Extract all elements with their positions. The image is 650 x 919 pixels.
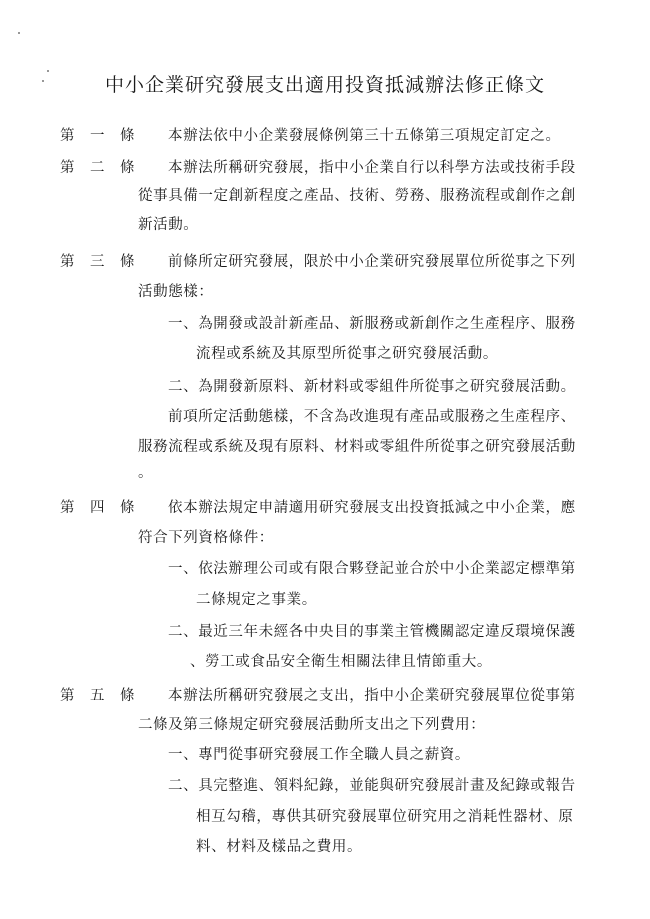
article-item-line: 一、專門從事研究發展工作全職人員之薪資。 (168, 747, 470, 763)
article-text-line: 活動態樣： (138, 284, 214, 300)
article-item-line: 、勞工或食品安全衛生相關法律且情節重大。 (190, 654, 492, 670)
article-item-line: 相互勾稽，專供其研究發展單位研究用之消耗性器材、原 (196, 809, 574, 825)
article-label: 五 (90, 688, 105, 704)
article-label: 三 (90, 254, 105, 270)
article-label: 條 (120, 128, 135, 144)
article-text-line: 依本辦法規定申請適用研究發展支出投資抵減之中小企業，應 (168, 500, 576, 516)
article-text-line: 本辦法所稱研究發展之支出，指中小企業研究發展單位從事第 (168, 688, 576, 704)
article-label: 四 (90, 500, 105, 516)
article-label: 一 (90, 128, 105, 144)
article-label: 條 (120, 500, 135, 516)
article-label: 第 (60, 688, 75, 704)
article-text-line: 新活動。 (138, 217, 199, 233)
article-label: 第 (60, 254, 75, 270)
document-title: 中小企業研究發展支出適用投資抵減辦法修正條文 (104, 74, 545, 96)
article-label: 第 (60, 160, 75, 176)
article-label: 第 (60, 128, 75, 144)
article-label: 條 (120, 254, 135, 270)
article-text-line: 二條及第三條規定研究發展活動所支出之下列費用： (138, 717, 486, 733)
article-item-line: 料、材料及樣品之費用。 (196, 839, 363, 855)
article-text-line: 本辦法所稱研究發展，指中小企業自行以科學方法或技術手段 (168, 160, 576, 176)
article-text-line: 符合下列資格條件： (138, 530, 274, 546)
article-label: 二 (90, 160, 105, 176)
article-item-line: 二條規定之事業。 (196, 592, 317, 608)
article-label: 條 (120, 688, 135, 704)
article-text-line: 前條所定研究發展，限於中小企業研究發展單位所從事之下列 (168, 254, 576, 270)
article-label: 條 (120, 160, 135, 176)
article-item-line: 流程或系統及其原型所從事之研究發展活動。 (196, 346, 498, 362)
article-text-line: 服務流程或系統及現有原料、材料或零組件所從事之研究發展活動 (138, 439, 576, 455)
article-label: 第 (60, 500, 75, 516)
article-item-line: 二、最近三年未經各中央目的事業主管機關認定違反環境保護 (168, 624, 576, 640)
article-item-line: 一、為開發或設計新產品、新服務或新創作之生產程序、服務 (168, 316, 576, 332)
article-text-line: 從事具備一定創新程度之產品、技術、勞務、服務流程或創作之創 (138, 188, 576, 204)
article-text-line: 本辦法依中小企業發展條例第三十五條第三項規定訂定之。 (168, 128, 561, 144)
scan-speck (18, 32, 20, 34)
article-item-line: 一、依法辦理公司或有限合夥登記並合於中小企業認定標準第 (168, 561, 576, 577)
article-text-line: 。 (138, 465, 154, 481)
article-item-line: 二、為開發新原料、新材料或零組件所從事之研究發展活動。 (168, 379, 576, 395)
article-item-line: 二、具完整進、領料紀錄，並能與研究發展計畫及紀錄或報告 (168, 778, 576, 794)
article-text-line: 前項所定活動態樣，不含為改進現有產品或服務之生產程序、 (168, 409, 576, 425)
